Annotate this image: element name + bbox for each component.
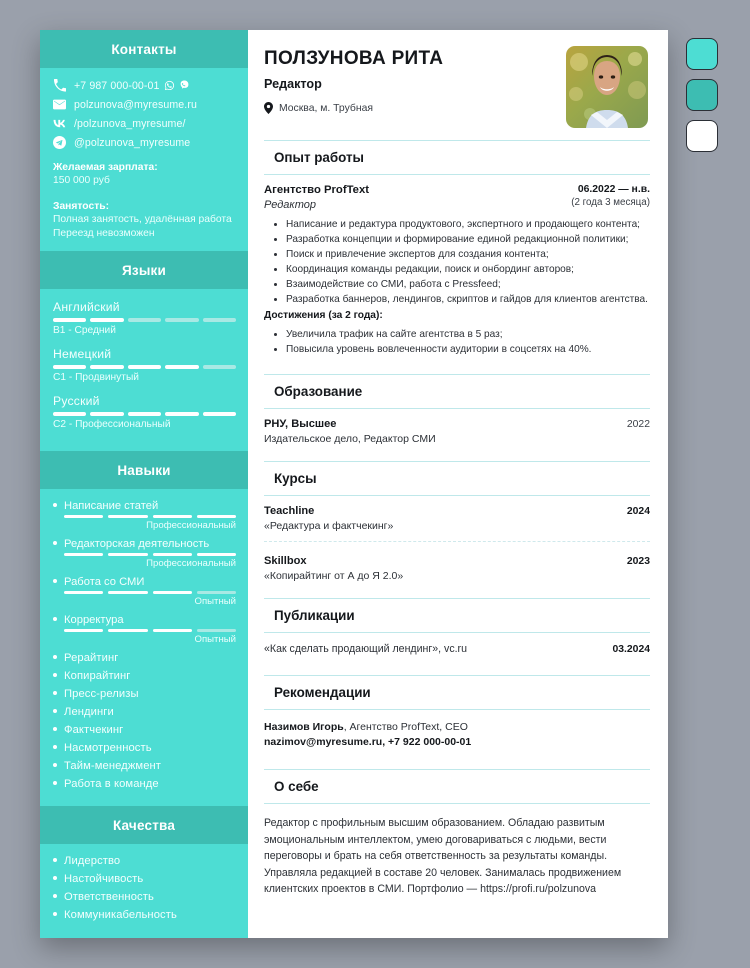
bullet-dot-icon	[53, 781, 57, 785]
bullet-dot-icon	[53, 691, 57, 695]
achievements-label: Достижения (за 2 года):	[264, 309, 383, 321]
duty-item: • Разработка концепции и формирование единой редакционной политики;	[286, 233, 650, 248]
bullet-dot-icon	[53, 655, 57, 659]
location-row	[264, 102, 443, 114]
location-text: Москва, м. Трубная	[279, 102, 373, 114]
rating-meter	[64, 553, 236, 556]
experience-entry-head	[264, 184, 650, 211]
skill-level: Профессиональный	[146, 519, 236, 531]
rating-segment	[197, 553, 236, 556]
education-sub: Издательское дело, Редактор СМИ	[264, 432, 436, 445]
whatsapp-icon	[164, 80, 175, 91]
rating-segment	[165, 412, 198, 416]
rating-segment	[197, 591, 236, 594]
salary-label: Желаемая зарплата:	[53, 162, 158, 173]
education-year: 2022	[626, 418, 650, 430]
course-year-1: 2024	[626, 505, 650, 517]
section-recommendations-title: Рекомендации	[264, 675, 650, 710]
bullet-dot-icon	[53, 541, 57, 545]
skill-name	[53, 500, 236, 512]
bullet-dot-icon	[53, 763, 57, 767]
skill-tag-label: Рерайтинг	[64, 651, 119, 664]
color-swatches	[686, 38, 718, 152]
section-education-title: Образование	[264, 374, 650, 409]
language-name: Английский	[53, 299, 120, 314]
skill-tag-label: Насмотренность	[64, 741, 152, 754]
skill-item	[53, 614, 236, 645]
avatar	[566, 46, 648, 128]
viber-icon	[179, 80, 190, 91]
salary-block	[53, 162, 236, 188]
rating-segment	[64, 629, 103, 632]
recommendation-entry	[264, 710, 650, 758]
course-sub-2: «Копирайтинг от А до Я 2.0»	[264, 569, 404, 582]
bullet-dot-icon	[53, 503, 57, 507]
course-entry-2	[264, 546, 650, 586]
course-year-2: 2023	[626, 555, 650, 567]
language-item	[53, 300, 236, 336]
experience-period: 06.2022 — н.в.	[577, 184, 650, 195]
rating-segment	[128, 365, 161, 369]
telegram-text: @polzunova_myresume	[74, 136, 191, 149]
course-sub-1: «Редактура и фактчекинг»	[264, 519, 394, 532]
bullet-dot-icon	[53, 673, 57, 677]
course-separator	[264, 541, 650, 542]
skill-name	[53, 576, 236, 588]
qualities-heading: Качества	[40, 806, 248, 844]
language-name: Русский	[53, 393, 100, 408]
education-org: РНУ, Высшее	[264, 417, 337, 430]
rating-segment	[108, 553, 147, 556]
skill-item	[53, 500, 236, 531]
bullet-dot-icon	[53, 617, 57, 621]
recommendation-line-1	[264, 720, 650, 736]
rating-segment	[197, 629, 236, 632]
education-entry	[264, 409, 650, 449]
section-experience-title: Опыт работы	[264, 140, 650, 175]
course-entry-1	[264, 496, 650, 546]
swatch-teal[interactable]	[686, 79, 718, 111]
vk-text: /polzunova_myresume/	[74, 117, 186, 130]
skill-name	[53, 614, 236, 626]
skill-tag-label: Лендинги	[64, 705, 114, 718]
about-text: Редактор с профильным высшим образованием. Обладаю развитым эмоциональным интеллектом, умею договариваться с людьми, вести переговоры и брать на себя ответственность за результаты команды. Управляла редакцией в составе 20 человек. Занималась продвижением клиентских проектов в СМИ. Портфолио — https://profi.ru/polzunova	[264, 817, 622, 896]
languages-list	[40, 289, 248, 451]
bullet-dot-icon	[53, 858, 57, 862]
quality-item	[53, 855, 236, 867]
job-title: Редактор	[264, 77, 322, 91]
recommender-meta: , Агентство ProfText, CEO	[343, 720, 468, 733]
hero-text	[264, 46, 443, 114]
envelope-icon	[53, 98, 66, 111]
rating-segment	[64, 591, 103, 594]
skill-level: Опытный	[194, 633, 236, 645]
language-level: B1 - Средний	[53, 324, 116, 336]
course-org-1: Teachline	[264, 504, 315, 517]
rating-segment	[128, 412, 161, 416]
section-about-title: О себе	[264, 769, 650, 804]
language-level: C2 - Профессиональный	[53, 418, 171, 430]
skill-label: Редакторская деятельность	[64, 537, 210, 550]
experience-achievements	[264, 328, 650, 358]
swatch-turquoise[interactable]	[686, 38, 718, 70]
skill-tag-label: Пресс-релизы	[64, 687, 139, 700]
skill-tag	[53, 724, 236, 736]
recommender-name: Назимов Игорь	[264, 720, 344, 733]
contact-vk[interactable]	[53, 117, 236, 130]
language-item	[53, 347, 236, 383]
skill-tag	[53, 670, 236, 682]
skill-tag-label: Копирайтинг	[64, 669, 131, 682]
skill-level: Профессиональный	[146, 557, 236, 569]
skills-heading: Навыки	[40, 451, 248, 489]
duty-item: • Написание и редактура продуктового, экспертного и продающего контента;	[286, 218, 650, 233]
publication-title: «Как сделать продающий лендинг», vc.ru	[264, 642, 467, 655]
rating-meter	[53, 412, 236, 416]
course-row-2	[264, 555, 650, 567]
contacts-body	[40, 68, 248, 251]
skill-tag	[53, 706, 236, 718]
bullet-dot-icon	[53, 727, 57, 731]
publication-row	[264, 643, 650, 655]
rating-segment	[128, 318, 161, 322]
skill-name	[53, 538, 236, 550]
portrait-photo	[566, 46, 648, 128]
phone-icon	[53, 79, 66, 92]
rating-segment	[64, 553, 103, 556]
rating-segment	[90, 365, 123, 369]
contacts-heading: Контакты	[40, 30, 248, 68]
experience-entry-left	[264, 184, 369, 211]
experience-duration: (2 года 3 месяца)	[571, 197, 650, 208]
rating-segment	[165, 365, 198, 369]
rating-segment	[203, 365, 236, 369]
experience-entry	[264, 175, 650, 362]
qualities-list	[40, 844, 248, 937]
skill-label: Написание статей	[64, 499, 159, 512]
rating-segment	[197, 515, 236, 518]
resume-page	[40, 30, 668, 938]
language-item	[53, 394, 236, 430]
bullet-dot-icon	[53, 709, 57, 713]
employment-value-2: Переезд невозможен	[53, 227, 155, 239]
rating-segment	[153, 515, 192, 518]
language-name: Немецкий	[53, 346, 112, 361]
duty-item: • Разработка баннеров, лендингов, скриптов и гайдов для клиентов агентства.	[286, 293, 650, 308]
achievement-item: • Повысила уровень вовлеченности аудитории в соцсетях на 40%.	[286, 343, 650, 358]
quality-item	[53, 873, 236, 885]
achievement-item: • Увеличила трафик на сайте агентства в 5 раз;	[286, 328, 650, 343]
page-title: ПОЛЗУНОВА РИТА	[264, 48, 444, 69]
skill-level: Опытный	[194, 595, 236, 607]
experience-role: Редактор	[264, 199, 316, 211]
course-org-2: Skillbox	[264, 554, 307, 567]
rating-meter	[64, 591, 236, 594]
section-publications-title: Публикации	[264, 598, 650, 633]
rating-segment	[90, 412, 123, 416]
bullet-dot-icon	[53, 745, 57, 749]
education-row	[264, 418, 650, 430]
rating-segment	[53, 412, 86, 416]
rating-segment	[108, 629, 147, 632]
quality-item-label: Коммуникабельность	[64, 908, 177, 921]
rating-segment	[108, 591, 147, 594]
recommender-email[interactable]: nazimov@myresume.ru	[264, 736, 383, 749]
rating-segment	[153, 553, 192, 556]
swatch-white[interactable]	[686, 120, 718, 152]
skill-label: Корректура	[64, 613, 124, 626]
rating-meter	[53, 318, 236, 322]
contact-telegram[interactable]	[53, 136, 236, 149]
skill-item	[53, 538, 236, 569]
experience-org: Агентство ProfText	[264, 184, 369, 196]
course-row-1	[264, 505, 650, 517]
quality-item	[53, 909, 236, 921]
bullet-dot-icon	[53, 894, 57, 898]
hero	[264, 46, 650, 128]
publication-date: 03.2024	[612, 643, 650, 655]
quality-item-label: Лидерство	[64, 854, 121, 867]
quality-item-label: Ответственность	[64, 890, 154, 903]
map-pin-icon	[264, 102, 273, 114]
recommender-phone: , +7 922 000-00-01	[382, 736, 472, 749]
rating-segment	[153, 591, 192, 594]
duty-item: • Поиск и привлечение экспертов для создания контента;	[286, 248, 650, 263]
section-courses-title: Курсы	[264, 461, 650, 496]
experience-dates	[571, 184, 650, 208]
skills-list	[40, 489, 248, 806]
skill-tag	[53, 652, 236, 664]
duty-item: • Взаимодействие со СМИ, работа с Pressfeed;	[286, 278, 650, 293]
skill-tag	[53, 688, 236, 700]
sidebar	[40, 30, 248, 938]
employment-label: Занятость:	[53, 200, 109, 212]
contact-email[interactable]	[53, 98, 236, 111]
skill-item	[53, 576, 236, 607]
main-content	[248, 30, 668, 938]
telegram-icon	[53, 136, 66, 149]
contact-phone[interactable]	[53, 79, 236, 92]
quality-item	[53, 891, 236, 903]
employment-value-1: Полная занятость, удалённая работа	[53, 213, 232, 225]
recommendation-line-2	[264, 735, 650, 751]
rating-segment	[90, 318, 123, 322]
skill-tag	[53, 778, 236, 790]
bullet-dot-icon	[53, 876, 57, 880]
rating-segment	[153, 629, 192, 632]
employment-block	[53, 201, 236, 241]
salary-value: 150 000 руб	[53, 175, 110, 186]
rating-meter	[64, 629, 236, 632]
rating-segment	[203, 318, 236, 322]
rating-segment	[53, 318, 86, 322]
duty-item: • Координация команды редакции, поиск и онбординг авторов;	[286, 263, 650, 278]
bullet-dot-icon	[53, 912, 57, 916]
skill-tag-label: Работа в команде	[64, 777, 159, 790]
language-level: C1 - Продвинутый	[53, 371, 139, 383]
rating-segment	[53, 365, 86, 369]
skill-tag-label: Тайм-менеджмент	[64, 759, 162, 772]
rating-meter	[64, 515, 236, 518]
bullet-dot-icon	[53, 579, 57, 583]
publication-entry	[264, 633, 650, 663]
quality-item-label: Настойчивость	[64, 872, 144, 885]
experience-duties	[264, 218, 650, 308]
rating-segment	[108, 515, 147, 518]
languages-heading: Языки	[40, 251, 248, 289]
rating-segment	[165, 318, 198, 322]
phone-number: +7 987 000-00-01	[74, 79, 160, 92]
email-text: polzunova@myresume.ru	[74, 98, 197, 111]
rating-meter	[53, 365, 236, 369]
skill-tag	[53, 742, 236, 754]
skill-tag	[53, 760, 236, 772]
rating-segment	[64, 515, 103, 518]
skill-label: Работа со СМИ	[64, 575, 145, 588]
skill-tag-label: Фактчекинг	[64, 723, 124, 736]
rating-segment	[203, 412, 236, 416]
vk-icon	[53, 117, 66, 130]
phone-text	[74, 80, 190, 92]
